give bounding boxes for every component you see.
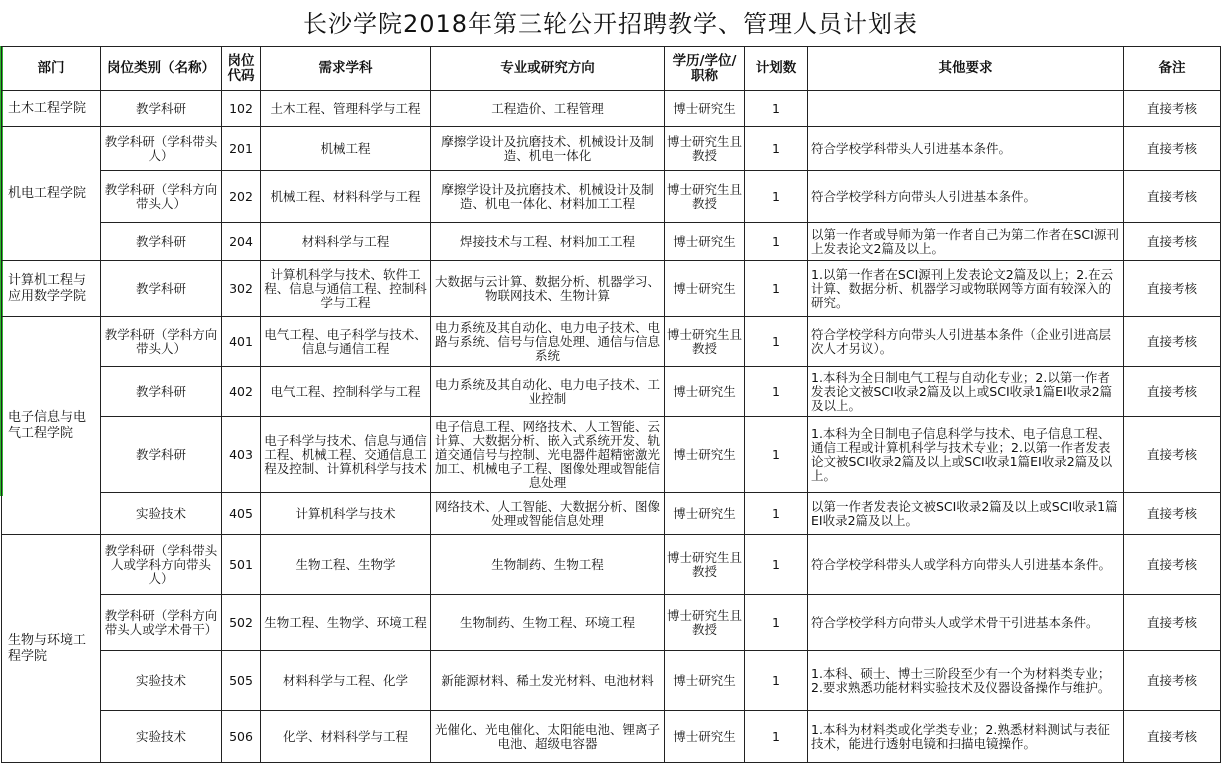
requirements-cell: 1.本科为全日制电子信息科学与技术、电子信息工程、通信工程或计算机科学与技术专业；2.以第一作者发表论文被SCI收录2篇及以上或SCI收录1篇EI收录2篇及以上。 <box>808 417 1124 493</box>
subject-cell: 电气工程、控制科学与工程 <box>261 367 431 417</box>
count-cell: 1 <box>745 651 808 711</box>
table-row <box>2 317 1221 367</box>
table-row <box>2 711 1221 763</box>
header-row <box>2 47 1221 91</box>
dept-cell: 电子信息与电气工程学院 <box>2 317 101 535</box>
table-row <box>2 127 1221 171</box>
requirements-cell <box>808 91 1124 127</box>
dept-cell: 土木工程学院 <box>2 91 101 127</box>
subject-cell: 电气工程、电子科学与技术、信息与通信工程 <box>261 317 431 367</box>
degree-cell: 博士研究生 <box>665 651 745 711</box>
code-cell: 302 <box>222 261 261 317</box>
code-cell: 202 <box>222 171 261 223</box>
note-cell: 直接考核 <box>1124 261 1221 317</box>
count-cell: 1 <box>745 367 808 417</box>
table-row <box>2 651 1221 711</box>
category-cell: 教学科研（学科方向带头人） <box>101 317 222 367</box>
header-note: 备注 <box>1124 47 1221 91</box>
subject-cell: 材料科学与工程、化学 <box>261 651 431 711</box>
category-cell: 实验技术 <box>101 711 222 763</box>
code-cell: 204 <box>222 223 261 261</box>
major-cell: 光催化、光电催化、太阳能电池、锂离子电池、超级电容器 <box>431 711 665 763</box>
major-cell: 焊接技术与工程、材料加工工程 <box>431 223 665 261</box>
code-cell: 402 <box>222 367 261 417</box>
requirements-cell: 符合学校学科带头人引进基本条件。 <box>808 127 1124 171</box>
category-cell: 实验技术 <box>101 493 222 535</box>
requirements-cell: 1.本科、硕士、博士三阶段至少有一个为材料类专业；2.要求熟悉功能材料实验技术及仪器设备操作与维护。 <box>808 651 1124 711</box>
requirements-cell: 以第一作者或导师为第一作者自己为第二作者在SCI源刊上发表论文2篇及以上。 <box>808 223 1124 261</box>
note-cell: 直接考核 <box>1124 417 1221 493</box>
requirements-cell: 1.本科为全日制电气工程与自动化专业；2.以第一作者发表论文被SCI收录2篇及以上或SCI收录1篇EI收录2篇及以上。 <box>808 367 1124 417</box>
category-cell: 教学科研（学科带头人或学科方向带头人） <box>101 535 222 595</box>
degree-cell: 博士研究生 <box>665 417 745 493</box>
note-cell: 直接考核 <box>1124 223 1221 261</box>
header-degree: 学历/学位/职称 <box>665 47 745 91</box>
header-category: 岗位类别（名称） <box>101 47 222 91</box>
category-cell: 教学科研 <box>101 417 222 493</box>
count-cell: 1 <box>745 171 808 223</box>
code-cell: 403 <box>222 417 261 493</box>
requirements-cell: 1.本科为材料类或化学类专业；2.熟悉材料测试与表征技术，能进行透射电镜和扫描电镜操作。 <box>808 711 1124 763</box>
table-row <box>2 535 1221 595</box>
count-cell: 1 <box>745 595 808 651</box>
major-cell: 摩擦学设计及抗磨技术、机械设计及制造、机电一体化、材料加工工程 <box>431 171 665 223</box>
degree-cell: 博士研究生且教授 <box>665 535 745 595</box>
table-row <box>2 417 1221 493</box>
major-cell: 电力系统及其自动化、电力电子技术、工业控制 <box>431 367 665 417</box>
category-cell: 教学科研 <box>101 367 222 417</box>
major-cell: 新能源材料、稀土发光材料、电池材料 <box>431 651 665 711</box>
subject-cell: 计算机科学与技术、软件工程、信息与通信工程、控制科学与工程 <box>261 261 431 317</box>
note-cell: 直接考核 <box>1124 171 1221 223</box>
count-cell: 1 <box>745 417 808 493</box>
requirements-cell: 符合学校学科方向带头人引进基本条件。 <box>808 171 1124 223</box>
table-row <box>2 223 1221 261</box>
requirements-cell: 1.以第一作者在SCI源刊上发表论文2篇及以上；2.在云计算、数据分析、机器学习或物联网等方面有较深入的研究。 <box>808 261 1124 317</box>
note-cell: 直接考核 <box>1124 711 1221 763</box>
major-cell: 电力系统及其自动化、电力电子技术、电路与系统、信号与信息处理、通信与信息系统 <box>431 317 665 367</box>
subject-cell: 生物工程、生物学、环境工程 <box>261 595 431 651</box>
subject-cell: 计算机科学与技术 <box>261 493 431 535</box>
count-cell: 1 <box>745 535 808 595</box>
note-cell: 直接考核 <box>1124 493 1221 535</box>
table-row <box>2 91 1221 127</box>
category-cell: 教学科研（学科方向带头人） <box>101 171 222 223</box>
major-cell: 摩擦学设计及抗磨技术、机械设计及制造、机电一体化 <box>431 127 665 171</box>
note-cell: 直接考核 <box>1124 595 1221 651</box>
subject-cell: 化学、材料科学与工程 <box>261 711 431 763</box>
degree-cell: 博士研究生 <box>665 711 745 763</box>
table-row <box>2 261 1221 317</box>
count-cell: 1 <box>745 261 808 317</box>
requirements-cell: 符合学校学科方向带头人引进基本条件（企业引进高层次人才另议）。 <box>808 317 1124 367</box>
category-cell: 教学科研 <box>101 91 222 127</box>
note-cell: 直接考核 <box>1124 367 1221 417</box>
count-cell: 1 <box>745 317 808 367</box>
count-cell: 1 <box>745 223 808 261</box>
degree-cell: 博士研究生且教授 <box>665 595 745 651</box>
header-major: 专业或研究方向 <box>431 47 665 91</box>
subject-cell: 生物工程、生物学 <box>261 535 431 595</box>
note-cell: 直接考核 <box>1124 127 1221 171</box>
header-subject: 需求学科 <box>261 47 431 91</box>
category-cell: 实验技术 <box>101 651 222 711</box>
category-cell: 教学科研 <box>101 223 222 261</box>
code-cell: 401 <box>222 317 261 367</box>
note-cell: 直接考核 <box>1124 317 1221 367</box>
requirements-cell: 符合学校学科方向带头人或学术骨干引进基本条件。 <box>808 595 1124 651</box>
category-cell: 教学科研（学科方向带头人或学术骨干） <box>101 595 222 651</box>
dept-cell: 机电工程学院 <box>2 127 101 261</box>
requirements-cell: 以第一作者发表论文被SCI收录2篇及以上或SCI收录1篇EI收录2篇及以上。 <box>808 493 1124 535</box>
subject-cell: 机械工程 <box>261 127 431 171</box>
table-row <box>2 367 1221 417</box>
count-cell: 1 <box>745 493 808 535</box>
subject-cell: 土木工程、管理科学与工程 <box>261 91 431 127</box>
header-dept: 部门 <box>2 47 101 91</box>
major-cell: 电子信息工程、网络技术、人工智能、云计算、大数据分析、嵌入式系统开发、轨道交通信号与控制、光电器件超精密激光加工、机械电子工程、图像处理或智能信息处理 <box>431 417 665 493</box>
degree-cell: 博士研究生且教授 <box>665 317 745 367</box>
subject-cell: 材料科学与工程 <box>261 223 431 261</box>
page-title: 长沙学院2018年第三轮公开招聘教学、管理人员计划表 <box>302 10 919 38</box>
code-cell: 506 <box>222 711 261 763</box>
subject-cell: 电子科学与技术、信息与通信工程、机械工程、交通信息工程及控制、计算机科学与技术 <box>261 417 431 493</box>
degree-cell: 博士研究生 <box>665 91 745 127</box>
subject-cell: 机械工程、材料科学与工程 <box>261 171 431 223</box>
degree-cell: 博士研究生 <box>665 493 745 535</box>
degree-cell: 博士研究生 <box>665 223 745 261</box>
code-cell: 505 <box>222 651 261 711</box>
recruitment-table <box>1 46 1221 763</box>
degree-cell: 博士研究生且教授 <box>665 171 745 223</box>
count-cell: 1 <box>745 127 808 171</box>
table-row <box>2 493 1221 535</box>
degree-cell: 博士研究生且教授 <box>665 127 745 171</box>
degree-cell: 博士研究生 <box>665 261 745 317</box>
code-cell: 102 <box>222 91 261 127</box>
count-cell: 1 <box>745 91 808 127</box>
table-row <box>2 171 1221 223</box>
note-cell: 直接考核 <box>1124 91 1221 127</box>
major-cell: 大数据与云计算、数据分析、机器学习、物联网技术、生物计算 <box>431 261 665 317</box>
major-cell: 生物制药、生物工程、环境工程 <box>431 595 665 651</box>
note-cell: 直接考核 <box>1124 651 1221 711</box>
requirements-cell: 符合学校学科带头人或学科方向带头人引进基本条件。 <box>808 535 1124 595</box>
code-cell: 405 <box>222 493 261 535</box>
table-row <box>2 595 1221 651</box>
header-requirements: 其他要求 <box>808 47 1124 91</box>
degree-cell: 博士研究生 <box>665 367 745 417</box>
header-code: 岗位代码 <box>222 47 261 91</box>
major-cell: 生物制药、生物工程 <box>431 535 665 595</box>
note-cell: 直接考核 <box>1124 535 1221 595</box>
code-cell: 201 <box>222 127 261 171</box>
category-cell: 教学科研（学科带头人） <box>101 127 222 171</box>
count-cell: 1 <box>745 711 808 763</box>
code-cell: 502 <box>222 595 261 651</box>
dept-cell: 计算机工程与应用数学学院 <box>2 261 101 317</box>
major-cell: 工程造价、工程管理 <box>431 91 665 127</box>
category-cell: 教学科研 <box>101 261 222 317</box>
code-cell: 501 <box>222 535 261 595</box>
major-cell: 网络技术、人工智能、大数据分析、图像处理或智能信息处理 <box>431 493 665 535</box>
dept-cell: 生物与环境工程学院 <box>2 535 101 763</box>
header-count: 计划数 <box>745 47 808 91</box>
